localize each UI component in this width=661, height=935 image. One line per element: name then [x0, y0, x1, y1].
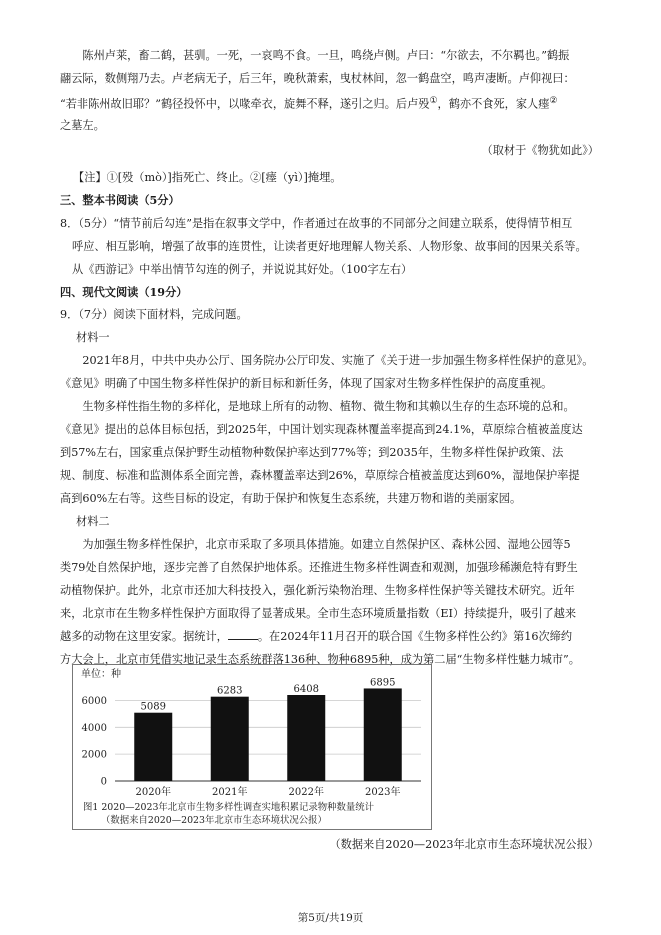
chart-caption-source: （数据来自2020—2023年北京市生态环境状况公报） [101, 815, 327, 826]
poem-line-3a: “若非陈州故旧耶？”鹤径投怀中，以喙牵衣，旋舞不释，遂引之归。后卢殁 [60, 97, 430, 111]
material-2-line-2: 类79处自然保护地，逐步完善了自然保护地体系。还推进生物多样性调查和观测，加强珍稀濒危特有野生 [60, 561, 578, 574]
material-2-line-3: 动植物保护。此外，北京市还加大科技投入，强化新污染物治理、生物多样性保护等关键技术研究。近年 [60, 584, 575, 597]
poem-source: （取材于《物犹如此》） [481, 144, 599, 157]
material-1-line-6: 规、制度、标准和监测体系全面完善，森林覆盖率达到26%，草原综合植被盖度达到60%，湿地保护率提 [60, 469, 580, 482]
q9-prompt: 9．（7分）阅读下面材料，完成问题。 [60, 308, 248, 321]
bar-value-label: 5089 [140, 701, 166, 713]
material-2-line-5a: 越多的动物在这里安家。据统计， [60, 630, 228, 643]
y-tick-label: 6000 [81, 695, 107, 707]
material-1-line-2: 《意见》明确了中国生物多样性保护的新目标和新任务，体现了国家对生物多样性保护的高度重视。 [60, 377, 553, 390]
section-3-heading: 三、整本书阅读（5分） [60, 193, 180, 207]
material-2-line-1: 为加强生物多样性保护，北京市采取了多项具体措施。如建立自然保护区、森林公园、湿地公园等5 [82, 538, 571, 551]
bar-value-label: 6283 [217, 685, 243, 697]
material-1-line-1: 2021年8月，中共中央办公厅、国务院办公厅印发、实施了《关于进一步加强生物多样性保护的意见》。 [82, 354, 594, 367]
material-2-line-5b: 。在2024年11月召开的联合国《生物多样性公约》第16次缔约 [257, 630, 573, 643]
q8-line-3: 从《西游记》中举出情节勾连的例子，并说说其好处。（100字左右） [72, 263, 413, 276]
footnote-mark-2: ② [549, 96, 558, 106]
material-2-line-5 [60, 625, 620, 648]
q8-line-2: 呼应、相互影响，增强了故事的连贯性，让读者更好地理解人物关系、人物形象、故事间的因果关系等。 [72, 240, 587, 253]
material-1-line-3: 生物多样性指生物的多样化，是地球上所有的动物、植物、微生物和其赖以生存的生态环境的总和。 [82, 400, 575, 413]
poem-line-3 [60, 90, 620, 116]
bar-2020年 [134, 713, 172, 781]
bar-2021年 [211, 697, 249, 781]
y-tick-label: 4000 [81, 722, 107, 734]
footnote-mark-1: ① [429, 96, 438, 106]
bar-value-label: 6895 [370, 677, 396, 689]
chart-unit-label: 单位：种 [81, 669, 121, 680]
chart-svg [73, 665, 431, 829]
material-1-line-5: 到57%左右，国家重点保护野生动植物种数保护率达到77%等；到2035年，生物多样性保护政策、法 [60, 446, 564, 459]
bar-value-label: 6408 [293, 683, 319, 695]
x-tick-label: 2022年 [288, 787, 324, 798]
bar-2023年 [364, 688, 402, 781]
poem-line-1: 陈州卢莱，畜二鹤，甚驯。一死，一哀鸣不食。一旦，鸣绕卢侧。卢曰：“尔欲去，不尔羁也。”鹤振 [82, 49, 570, 62]
q8-line-1: 8．（5分）“情节前后勾连”是指在叙事文学中，作者通过在故事的不同部分之间建立联系，使得情节相互 [60, 217, 573, 230]
species-bar-chart [72, 664, 432, 830]
y-tick-label: 2000 [81, 749, 107, 761]
x-tick-label: 2021年 [212, 787, 248, 798]
answer-blank[interactable] [228, 628, 258, 640]
material-2-line-6: 方大会上，北京市凭借实地记录生态系统群落136种、物种6895种，成为第二届“生物多样性魅力城市”。 [60, 653, 580, 666]
material-2-title: 材料二 [76, 515, 110, 528]
poem-line-4: 之墓左。 [60, 119, 105, 132]
page-number: 第5页/共19页 [297, 912, 364, 924]
bar-2022年 [287, 695, 325, 781]
x-tick-label: 2023年 [365, 787, 401, 798]
y-tick-label: 0 [100, 776, 107, 788]
poem-line-3b: ，鹤亦不食死，家人瘗 [437, 97, 550, 111]
poem-notes: 【注】①[殁（mò）]指死亡、终止。②[瘗（yì）]掩埋。 [73, 171, 342, 184]
material-1-title: 材料一 [76, 331, 110, 344]
section-4-heading: 四、现代文阅读（19分） [60, 285, 188, 299]
chart-source-note: （数据来自2020—2023年北京市生态环境状况公报） [329, 838, 599, 851]
x-tick-label: 2020年 [135, 787, 171, 798]
material-1-line-4: 《意见》提出的总体目标包括，到2025年，中国计划实现森林覆盖率提高到24.1%，草原综合植被盖度达 [60, 423, 583, 436]
poem-line-2: 翮云际，数侧翔乃去。卢老病无子，后三年，晚秋萧索，曳杖林间，忽一鹤盘空，鸣声凄断。卢仰视曰： [60, 72, 575, 85]
chart-caption: 图1 2020—2023年北京市生物多样性调查实地积累记录物种数量统计 [83, 802, 375, 813]
material-2-line-4: 来，北京市在生物多样性保护方面取得了显著成果。全市生态环境质量指数（EI）持续提升，吸引了越来 [60, 607, 577, 620]
material-1-line-7: 高到60%左右等。这些目标的设定，有助于保护和恢复生态系统，共建万物和谐的美丽家园。 [60, 492, 522, 505]
